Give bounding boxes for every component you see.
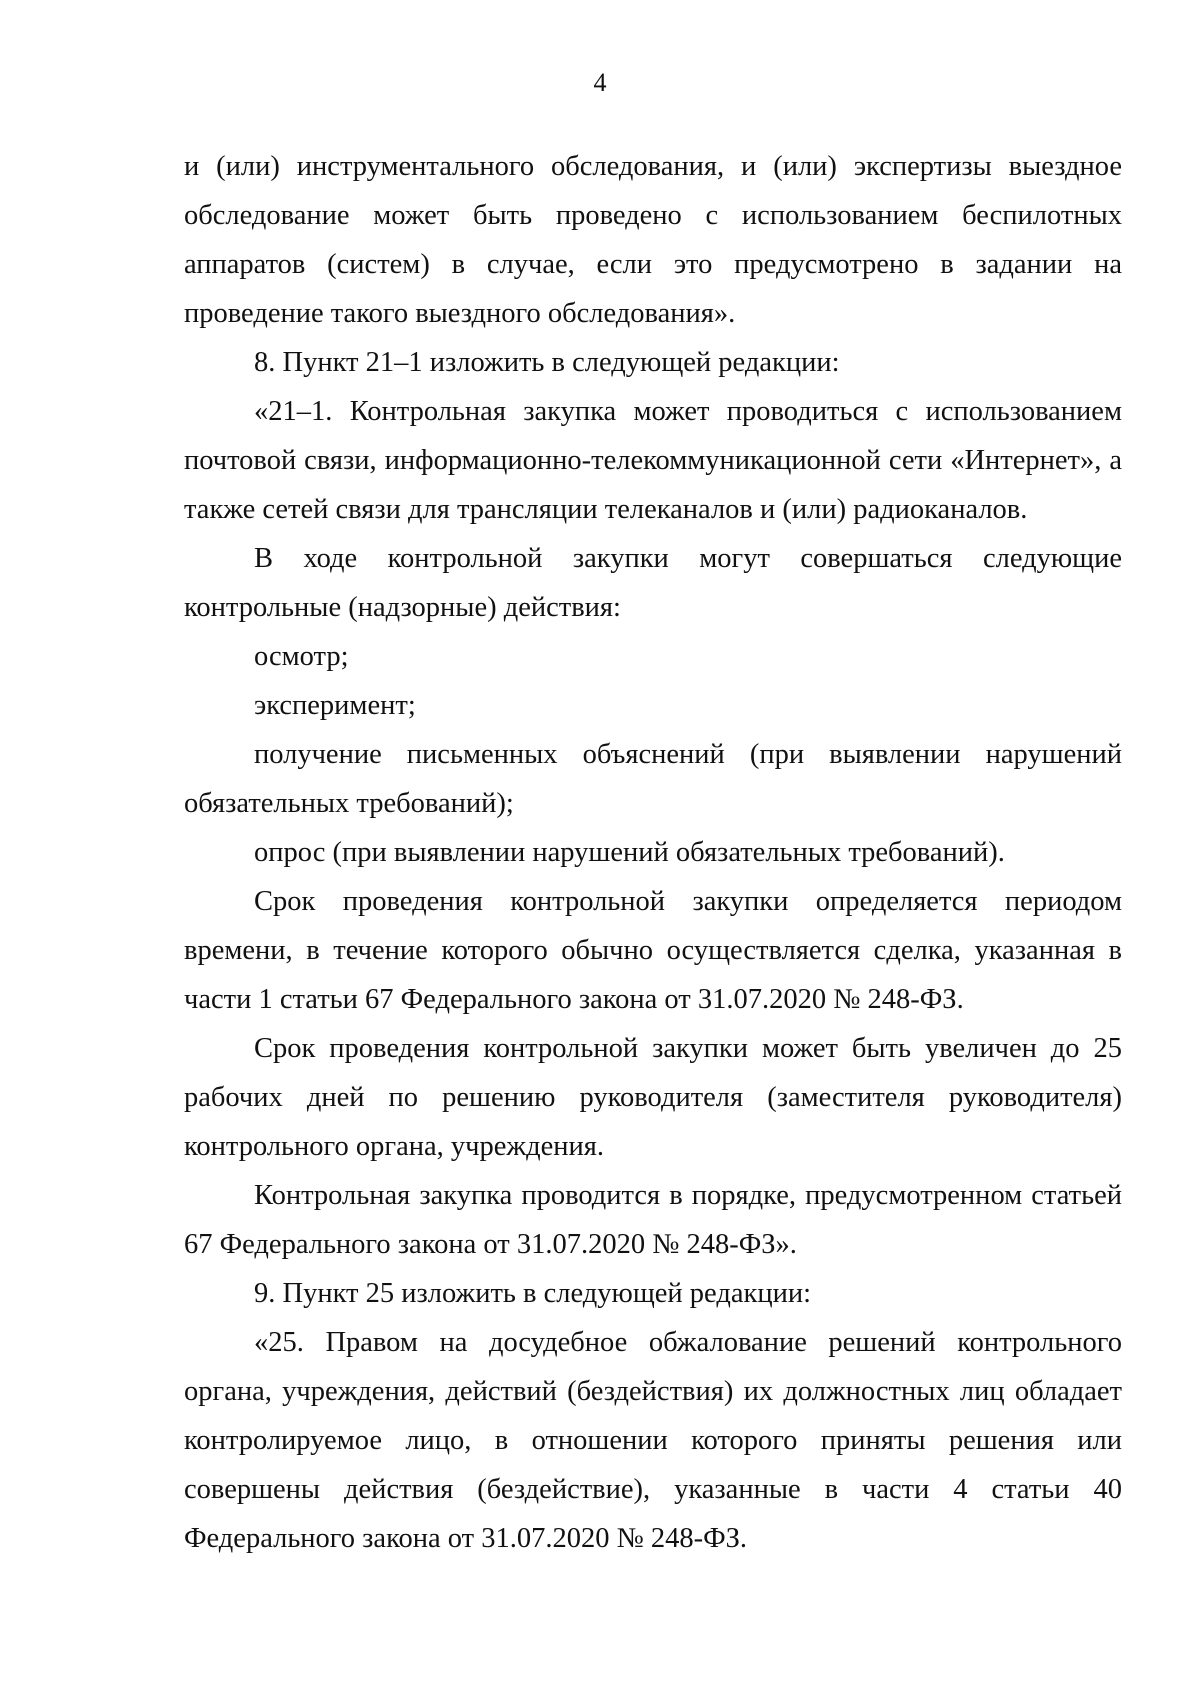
paragraph-21-1: «21–1. Контрольная закупка может проводиться с использованием почтовой связи, информационно-телекоммуникационной сети «Интернет», а также сетей связи для трансляции телеканалов и (или) радиоканалов. [184, 396, 1122, 525]
list-item-survey: опрос (при выявлении нарушений обязательных требований). [254, 837, 1005, 868]
page-number: 4 [593, 68, 607, 97]
list-item-inspection: осмотр; [254, 641, 349, 672]
paragraph-25: «25. Правом на досудебное обжалование решений контрольного органа, учреждения, действий (бездействия) их должностных лиц обладает контролируемое лицо, в отношении которого приняты решения или совершены действия (бездействие), указанные в части 4 статьи 40 Федерального закона от 31.07.2020 № 248-ФЗ. [184, 1327, 1122, 1554]
list-item-experiment: эксперимент; [254, 690, 416, 721]
document-body [184, 142, 1122, 1563]
list-item-explanations: получение письменных объяснений (при выявлении нарушений обязательных требований); [184, 739, 1122, 819]
paragraph-procedure: Контрольная закупка проводится в порядке, предусмотренном статьей 67 Федерального закона от 31.07.2020 № 248-ФЗ». [184, 1180, 1122, 1260]
paragraph-extension: Срок проведения контрольной закупки может быть увеличен до 25 рабочих дней по решению руководителя (заместителя руководителя) контрольного органа, учреждения. [184, 1033, 1122, 1162]
paragraph-actions-intro: В ходе контрольной закупки могут совершаться следующие контрольные (надзорные) действия: [184, 543, 1122, 623]
paragraph-item-9: 9. Пункт 25 изложить в следующей редакции: [254, 1278, 811, 1309]
paragraph-item-8: 8. Пункт 21–1 изложить в следующей редакции: [254, 347, 840, 378]
paragraph-continuation: и (или) инструментального обследования, и (или) экспертизы выездное обследование может быть проведено с использованием беспилотных аппаратов (систем) в случае, если это предусмотрено в задании на проведение такого выездного обследования». [184, 151, 1122, 329]
paragraph-duration: Срок проведения контрольной закупки определяется периодом времени, в течение которого обычно осуществляется сделка, указанная в части 1 статьи 67 Федерального закона от 31.07.2020 № 248-ФЗ. [184, 886, 1122, 1015]
